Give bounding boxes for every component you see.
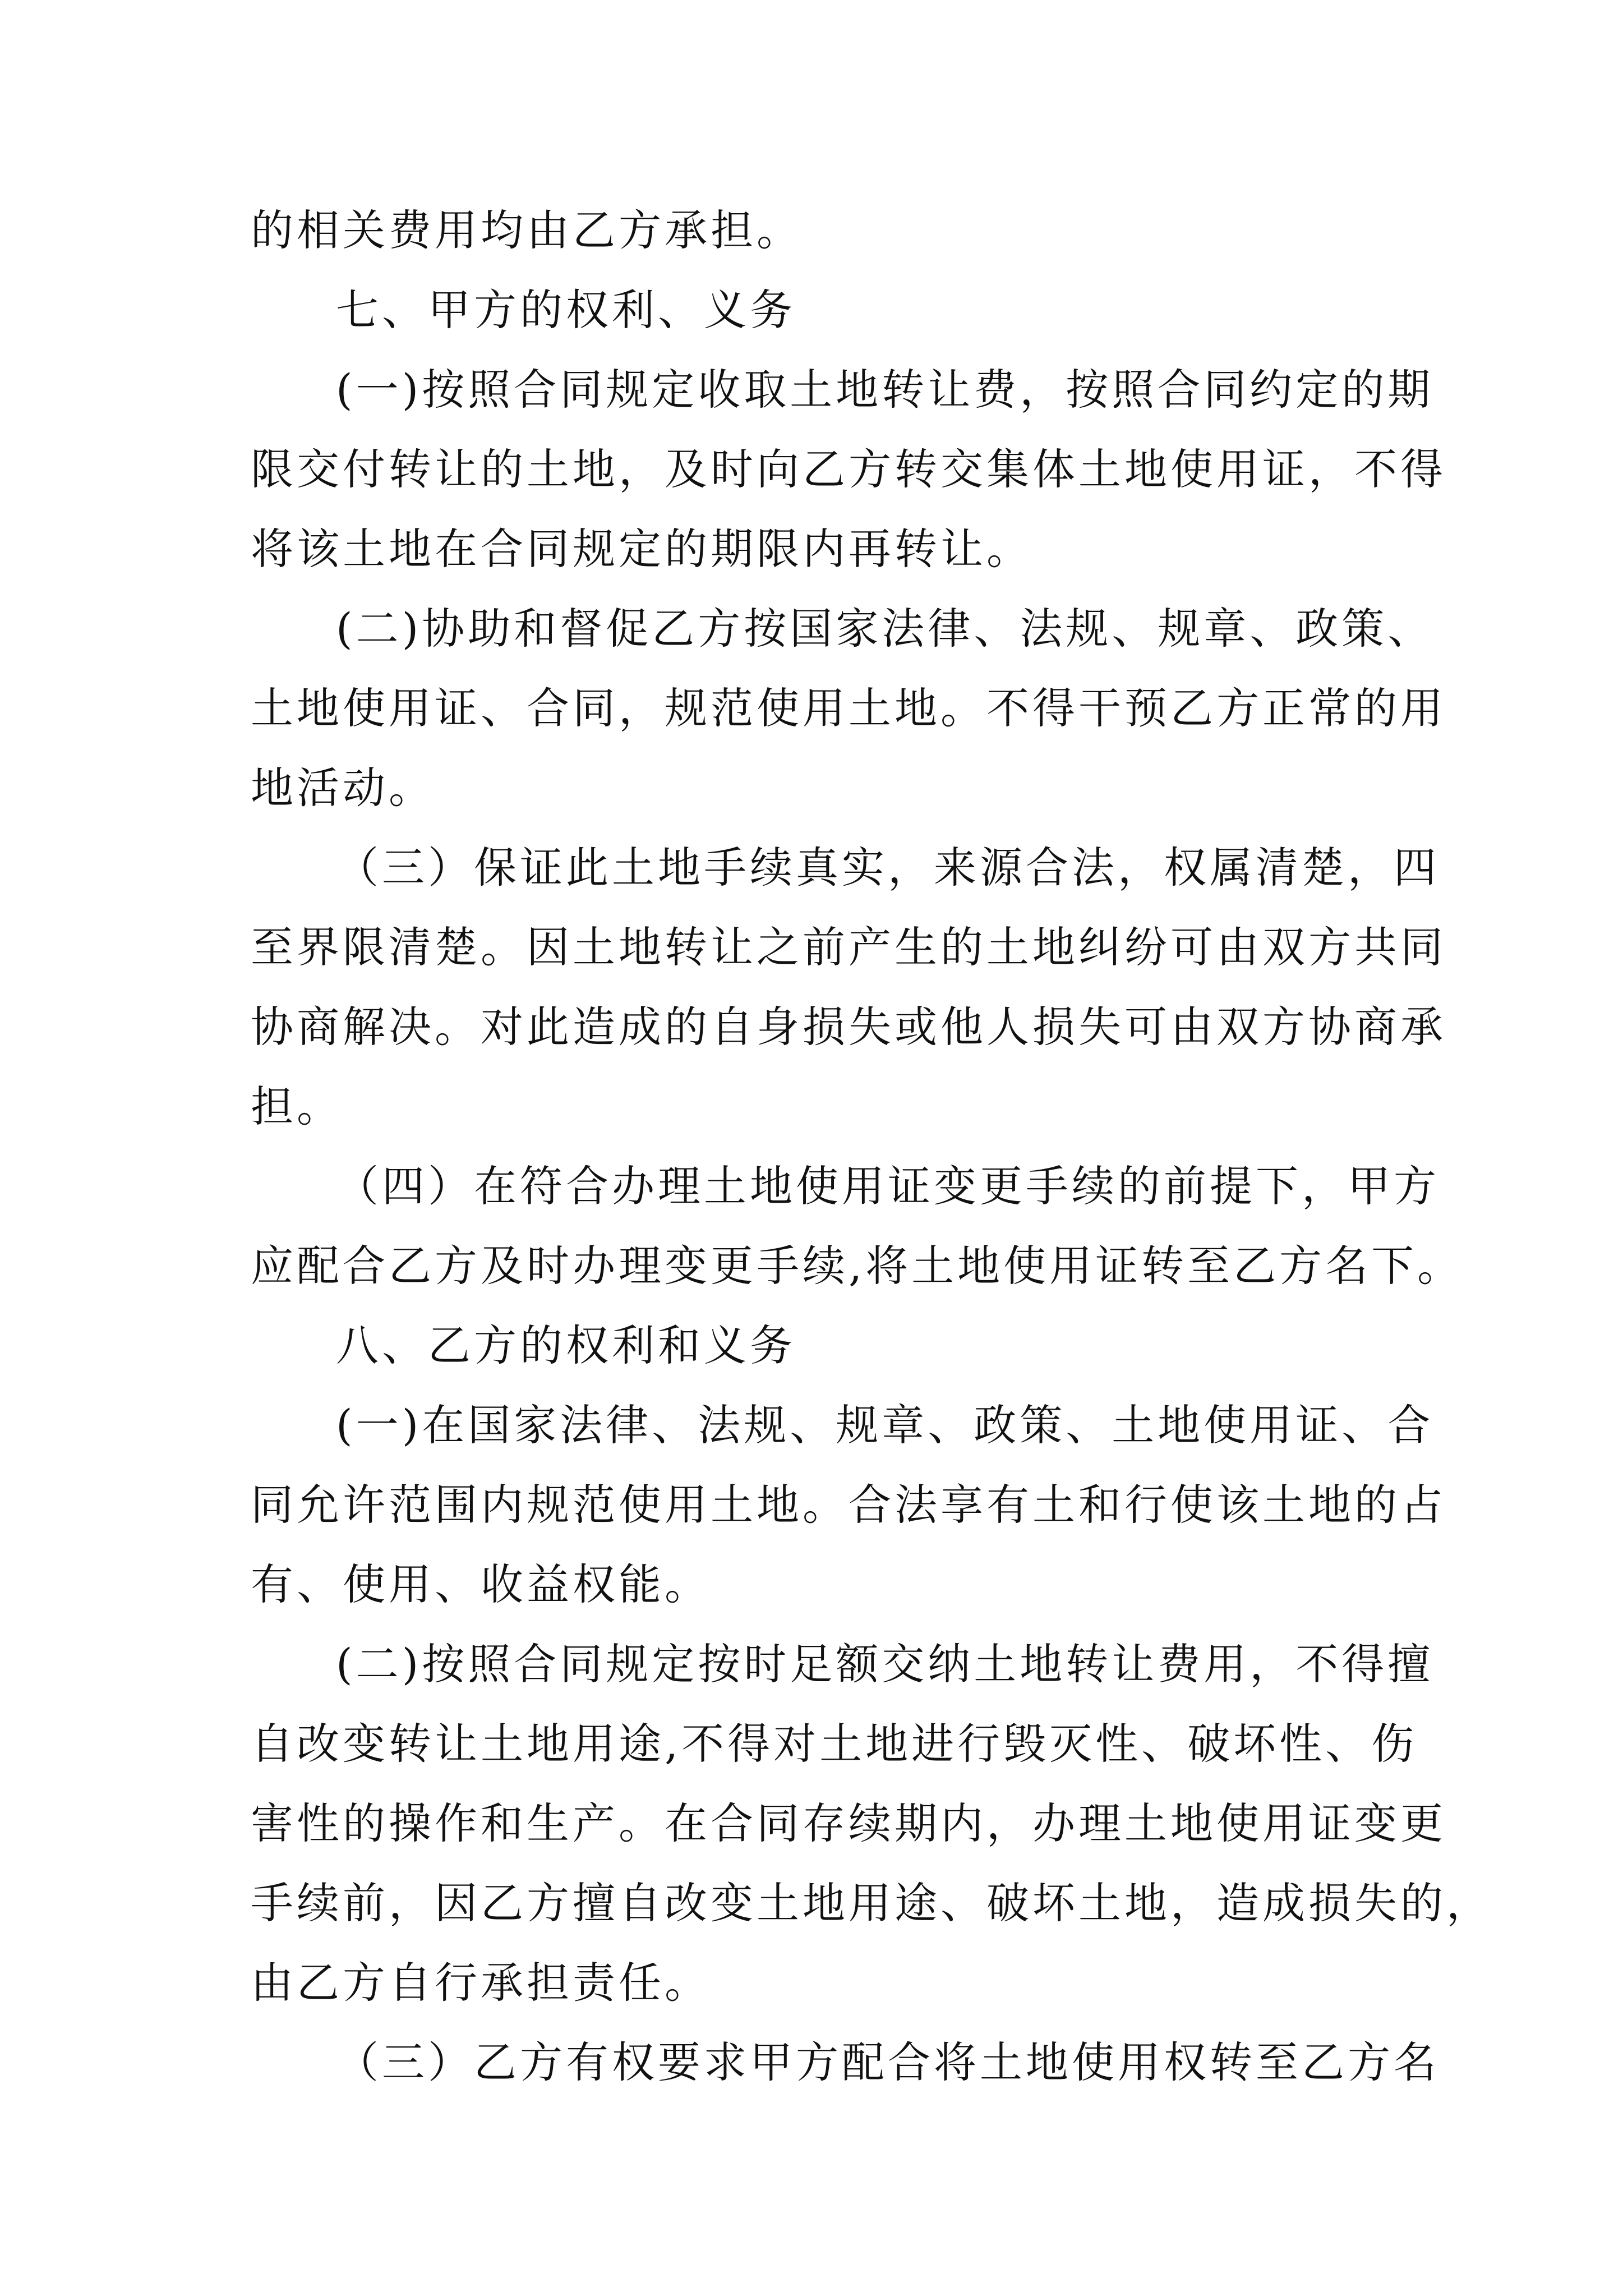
document-line: 手续前，因乙方擅自改变土地用途、破坏土地，造成损失的， [251,1878,1492,1928]
document-line: 至界限清楚。因土地转让之前产生的土地纠纷可由双方共同 [251,922,1446,972]
document-line: 同允许范围内规范使用土地。合法享有土和行使该土地的占 [251,1480,1446,1530]
document-line: 有、使用、收益权能。 [251,1559,711,1609]
document-line: 担。 [251,1082,343,1131]
document-line: (二)协助和督促乙方按国家法律、法规、规章、政策、 [336,604,1434,654]
document-line: 协商解决。对此造成的自身损失或他人损失可由双方协商承 [251,1002,1446,1052]
document-line: 由乙方自行承担责任。 [251,1958,711,2008]
document-line: 限交付转让的土地，及时向乙方转交集体土地使用证，不得 [251,444,1446,494]
document-line: 七、甲方的权利、义务 [336,285,796,335]
document-body [251,191,1492,2102]
document-line: (二)按照合同规定按时足额交纳土地转让费用，不得擅 [336,1639,1434,1689]
document-line: 害性的操作和生产。在合同存续期内，办理土地使用证变更 [251,1798,1446,1848]
document-line: 应配合乙方及时办理变更手续,将土地使用证转至乙方名下。 [251,1241,1464,1291]
document-line: 地活动。 [251,763,435,813]
document-line: (一)在国家法律、法规、规章、政策、土地使用证、合 [336,1400,1434,1450]
document-line: （四）在符合办理土地使用证变更手续的前提下，甲方 [336,1161,1440,1211]
document-line: 自改变转让土地用途,不得对土地进行毁灭性、破坏性、伤 [251,1719,1418,1769]
document-line: （三）乙方有权要求甲方配合将土地使用权转至乙方名 [336,2037,1440,2087]
document-line: 八、乙方的权利和义务 [336,1320,796,1370]
document-line: 的相关费用均由乙方承担。 [251,205,803,255]
document-line: （三）保证此土地手续真实，来源合法，权属清楚，四 [336,843,1440,892]
document-line: 土地使用证、合同，规范使用土地。不得干预乙方正常的用 [251,683,1446,733]
document-line: (一)按照合同规定收取土地转让费，按照合同约定的期 [336,365,1434,415]
document-line: 将该土地在合同规定的期限内再转让。 [251,524,1032,574]
